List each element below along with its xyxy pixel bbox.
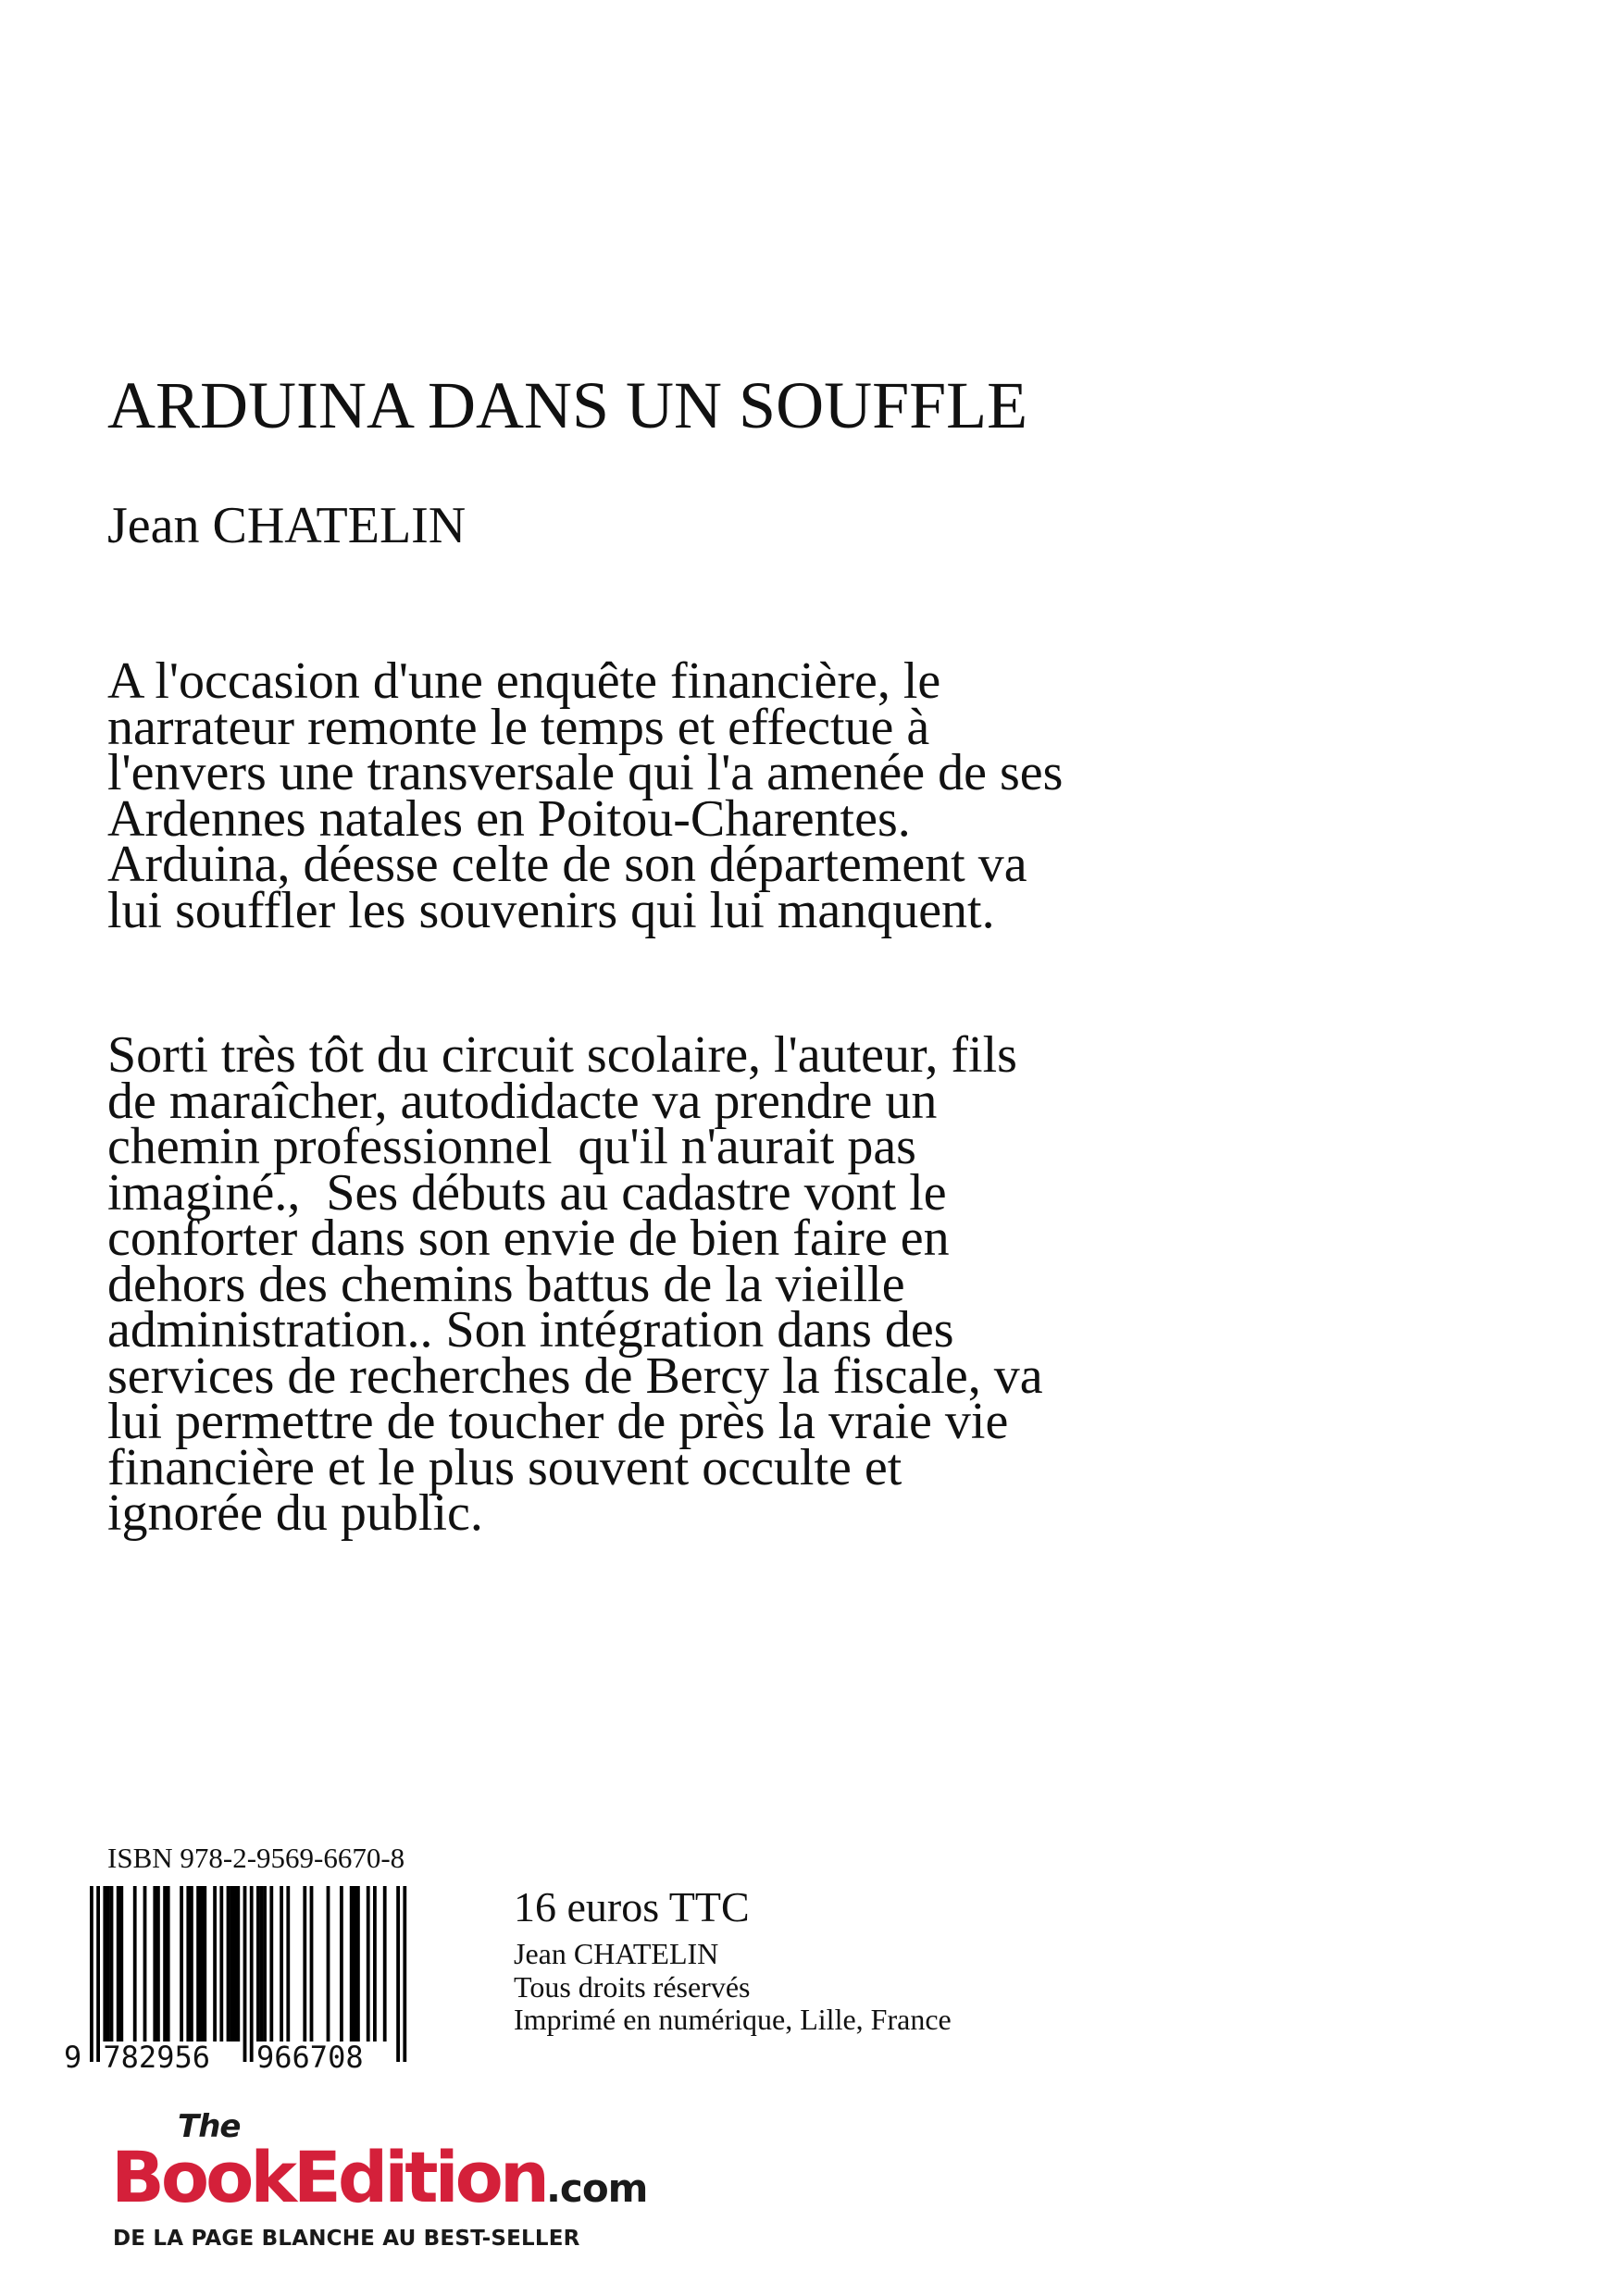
barcode-bar	[236, 1886, 240, 2042]
isbn-label: ISBN 978-2-9569-6670-8	[107, 1842, 405, 1874]
synopsis-line: Ardennes natales en Poitou-Charentes.	[107, 789, 911, 848]
synopsis-line: lui souffler les souvenirs qui lui manquent.	[107, 881, 995, 939]
synopsis-line: chemin professionnel qu'il n'aurait pas	[107, 1118, 916, 1175]
barcode-bar	[143, 1886, 147, 2042]
barcode-bar	[213, 1886, 217, 2042]
synopsis-paragraph-1	[107, 652, 1311, 939]
isbn-barcode	[60, 1886, 460, 2071]
info-line: Tous droits réservés	[514, 1969, 751, 2004]
barcode-bar	[167, 1886, 170, 2042]
barcode-digit: 9	[64, 2040, 82, 2071]
synopsis-line: narrateur remonte le temps et effectue à	[107, 698, 930, 756]
publisher-info	[514, 1938, 952, 2037]
barcode-bar	[250, 1886, 254, 2062]
barcode-bar	[117, 1886, 120, 2042]
barcode-digits-left: 782956	[103, 2040, 210, 2071]
barcode-bar	[356, 1886, 360, 2042]
synopsis-line: administration.. Son intégration dans des	[107, 1301, 954, 1359]
barcode-bar	[233, 1886, 237, 2042]
barcode-bar	[230, 1886, 233, 2042]
barcode-bar	[96, 1886, 100, 2062]
barcode-bar	[110, 1886, 114, 2042]
barcode-bar	[190, 1886, 193, 2042]
barcode-bar	[119, 1886, 123, 2042]
book-author: Jean CHATELIN	[107, 497, 467, 554]
barcode-bar	[396, 1886, 400, 2062]
synopsis-line: lui permettre de toucher de près la vraie vie	[107, 1393, 1009, 1450]
barcode-bar	[103, 1886, 106, 2042]
barcode-bar	[243, 1886, 247, 2062]
barcode-bar	[153, 1886, 156, 2042]
barcode-bar	[203, 1886, 206, 2042]
synopsis-line: Arduina, déesse celte de son département va	[107, 836, 1027, 893]
logo-wordmark	[111, 2136, 647, 2218]
book-title: ARDUINA DANS UN SOUFFLE	[107, 368, 1028, 442]
barcode-bar	[373, 1886, 377, 2042]
barcode-bar	[260, 1886, 264, 2042]
logo-the: The	[178, 2108, 241, 2145]
barcode-bar	[403, 1886, 406, 2062]
barcode-bar	[263, 1886, 267, 2042]
barcode-bar	[133, 1886, 137, 2042]
barcode-bar	[350, 1886, 354, 2042]
barcode-bar	[383, 1886, 387, 2042]
synopsis-line: financière et le plus souvent occulte et	[107, 1438, 902, 1496]
synopsis-line: services de recherches de Bercy la fiscale, va	[107, 1347, 1043, 1405]
barcode-bar	[219, 1886, 223, 2042]
barcode-bar	[286, 1886, 290, 2042]
synopsis-line: de maraîcher, autodidacte va prendre un	[107, 1072, 938, 1130]
synopsis-line: conforter dans son envie de bien faire en	[107, 1210, 950, 1267]
barcode-bar	[327, 1886, 330, 2042]
barcode-bar	[186, 1886, 190, 2042]
bookedition-logo	[111, 2108, 666, 2265]
synopsis-line: imaginé., Ses débuts au cadastre vont le	[107, 1163, 947, 1222]
logo-name: BookEdition	[111, 2136, 546, 2218]
barcode-bar	[269, 1886, 273, 2042]
synopsis-line: l'envers une transversale qui l'a amenée de ses	[107, 744, 1064, 801]
logo-suffix: .com	[545, 2166, 648, 2211]
barcode-bar	[280, 1886, 283, 2042]
synopsis-line: A l'occasion d'une enquête financière, le	[107, 652, 941, 710]
barcode-bar	[303, 1886, 306, 2042]
barcode-bar	[156, 1886, 160, 2042]
barcode-bar	[180, 1886, 183, 2042]
synopsis-line: dehors des chemins battus de la vieille	[107, 1255, 905, 1313]
synopsis-line: ignorée du public.	[107, 1484, 483, 1542]
barcode-bar	[353, 1886, 356, 2042]
info-line: Jean CHATELIN	[514, 1937, 719, 1970]
barcode-bar	[310, 1886, 314, 2042]
barcode-bar	[90, 1886, 93, 2062]
barcode-bar	[367, 1886, 370, 2042]
info-line: Imprimé en numérique, Lille, France	[514, 2003, 952, 2036]
barcode-bar	[106, 1886, 110, 2042]
synopsis-paragraph-2	[107, 1026, 1311, 1542]
barcode-bar	[200, 1886, 204, 2042]
barcode-bar	[340, 1886, 343, 2042]
price-label: 16 euros TTC	[514, 1883, 750, 1930]
barcode-bar	[196, 1886, 200, 2042]
synopsis-line: Sorti très tôt du circuit scolaire, l'auteur, fils	[107, 1026, 1017, 1084]
barcode-bar	[163, 1886, 167, 2042]
logo-tagline: DE LA PAGE BLANCHE AU BEST-SELLER	[113, 2227, 580, 2251]
barcode-digits-right: 966708	[256, 2040, 364, 2071]
barcode-bar	[256, 1886, 260, 2042]
barcode-bar	[227, 1886, 230, 2042]
